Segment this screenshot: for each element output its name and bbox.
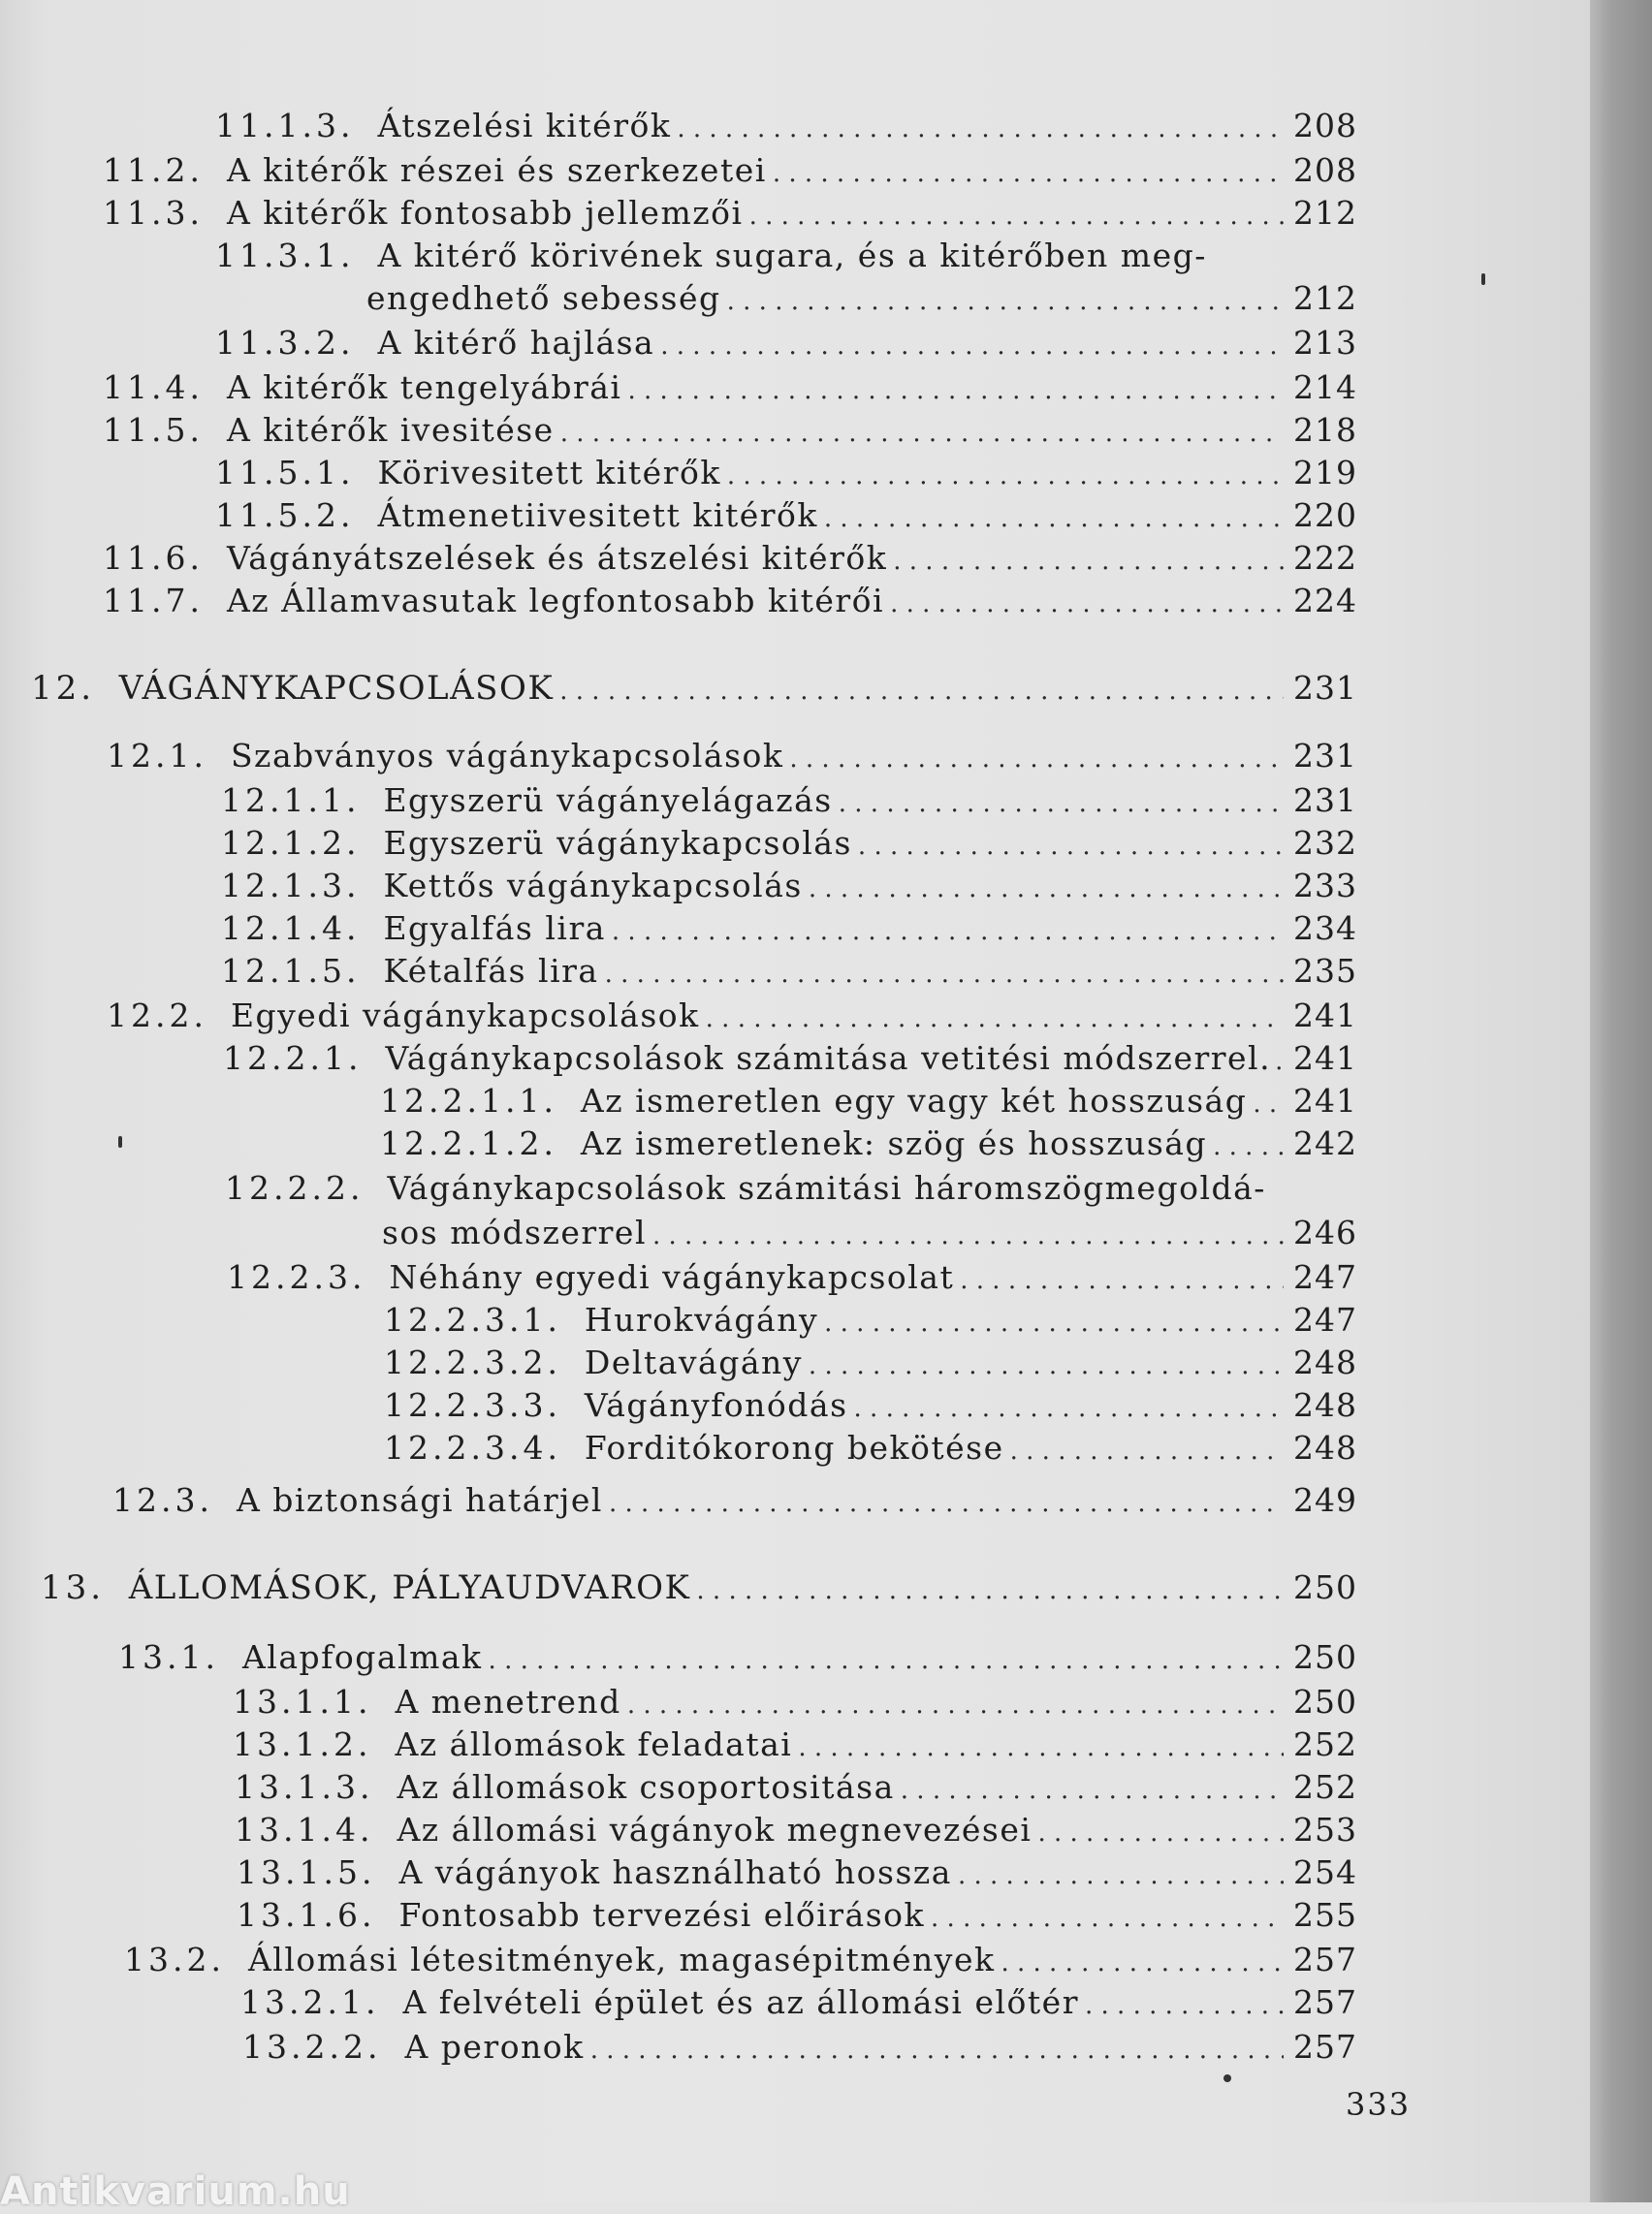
entry-number: 13.2.2. [242, 2028, 382, 2066]
toc-entry [225, 1169, 1357, 1208]
entry-page: 252 [1293, 1768, 1357, 1806]
toc-entry-continuation [382, 1214, 1357, 1252]
dot-leader [809, 870, 1284, 908]
entry-number: 12.2.3. [227, 1258, 366, 1296]
entry-page: 252 [1293, 1725, 1357, 1763]
dot-leader [1275, 1042, 1289, 1081]
entry-title: Vágánykapcsolások számitása vetitési módszerrel. [385, 1039, 1272, 1077]
entry-page: 248 [1293, 1344, 1357, 1381]
toc-entry [233, 1725, 1357, 1764]
entry-page: 247 [1293, 1301, 1357, 1339]
toc-entry [215, 107, 1357, 145]
toc-entry [103, 151, 1357, 190]
entry-title: A biztonsági határjel [236, 1481, 603, 1519]
entry-number: 13.1.5. [237, 1853, 376, 1891]
entry-number: 12.2.3.2. [384, 1344, 561, 1381]
entry-title: Körivesitett kitérők [377, 454, 721, 491]
entry-page: 224 [1293, 582, 1357, 619]
toc-entry [215, 237, 1357, 275]
entry-page: 235 [1293, 952, 1357, 990]
entry-number: 11.5. [103, 411, 204, 449]
entry-title: Vágánykapcsolások számitási háromszögmegoldá- [387, 1169, 1266, 1207]
dot-leader [958, 1856, 1284, 1895]
entry-page: 208 [1293, 151, 1357, 189]
dot-leader [727, 457, 1284, 495]
toc-entry [221, 781, 1357, 820]
toc-entry [221, 952, 1357, 991]
entry-title: Alapfogalmak [241, 1638, 483, 1676]
entry-title: A kitérők fontosabb jellemzői [226, 194, 744, 232]
entry-title: A peronok [404, 2028, 585, 2066]
dot-leader [660, 327, 1284, 365]
toc-chapter [31, 669, 1357, 708]
entry-page: 212 [1293, 194, 1357, 232]
entry-page: 232 [1293, 824, 1357, 862]
print-speck [1481, 273, 1485, 285]
entry-number: 12.2.1. [223, 1039, 363, 1077]
toc-entry [235, 1811, 1357, 1850]
entry-page: 249 [1293, 1481, 1357, 1519]
entry-number: 12.1.3. [221, 867, 361, 904]
dot-leader [931, 1899, 1284, 1938]
dot-leader [824, 499, 1284, 538]
toc-entry [227, 1258, 1357, 1297]
dot-leader [1213, 1127, 1284, 1166]
dot-leader [652, 1217, 1284, 1255]
entry-page: 257 [1293, 2028, 1357, 2066]
toc-entry [221, 867, 1357, 905]
entry-page: 222 [1293, 539, 1357, 577]
entry-title: Egyszerü vágányelágazás [383, 781, 833, 819]
dot-leader [605, 955, 1284, 994]
toc-entry [103, 411, 1357, 450]
entry-title: A kitérők részei és szerkezetei [226, 151, 767, 189]
entry-number: 12.1.2. [221, 824, 361, 862]
toc-entry [103, 582, 1357, 620]
toc-entry [380, 1124, 1357, 1163]
toc-entry [242, 2028, 1357, 2067]
entry-page: 241 [1293, 1039, 1357, 1077]
toc-entry [380, 1082, 1357, 1121]
entry-title: A felvételi épület és az állomási előtér [402, 1983, 1079, 2021]
toc-entry [103, 368, 1357, 407]
print-speck [118, 1136, 122, 1148]
toc-entry [237, 1853, 1357, 1892]
entry-title: Az állomások feladatai [395, 1725, 793, 1763]
entry-page: 257 [1293, 1941, 1357, 1978]
entry-page: 255 [1293, 1896, 1357, 1934]
entry-page: 250 [1293, 1568, 1357, 1606]
dot-leader [560, 414, 1284, 453]
dot-leader [798, 1728, 1284, 1767]
entry-title: Kettős vágánykapcsolás [383, 867, 803, 904]
entry-number: 11.1.3. [215, 107, 355, 144]
entry-title: A kitérők tengelyábrái [226, 368, 622, 406]
chapter-title: VÁGÁNYKAPCSOLÁSOK [118, 669, 555, 708]
entry-page: 253 [1293, 1811, 1357, 1849]
entry-page: 219 [1293, 454, 1357, 491]
entry-title: Kétalfás lira [383, 952, 599, 990]
toc-chapter [41, 1568, 1357, 1607]
dot-leader [854, 1389, 1284, 1428]
toc-entry [215, 454, 1357, 492]
toc-entry [237, 1896, 1357, 1935]
entry-title: sos módszerrel [382, 1214, 647, 1251]
entry-page: 214 [1293, 368, 1357, 406]
watermark: Antikvarium.hu [0, 2169, 351, 2214]
entry-page: 220 [1293, 496, 1357, 534]
entry-title: engedhető sebesség [366, 279, 721, 317]
entry-title: A vágányok használható hossza [398, 1853, 952, 1891]
entry-title: Az állomási vágányok megnevezései [397, 1811, 1032, 1849]
entry-page: 233 [1293, 867, 1357, 904]
toc-entry [221, 824, 1357, 863]
toc-entry [221, 909, 1357, 948]
toc-entry [235, 1768, 1357, 1807]
toc-entry [215, 324, 1357, 363]
entry-number: 13.1.4. [235, 1811, 374, 1849]
print-speck [1223, 2074, 1231, 2082]
page-number: 333 [1346, 2086, 1412, 2123]
entry-number: 12.3. [112, 1481, 213, 1519]
entry-page: 241 [1293, 1082, 1357, 1120]
dot-leader [1010, 1432, 1284, 1471]
dot-leader [839, 784, 1284, 823]
entry-title: Deltavágány [584, 1344, 803, 1381]
toc-entry [103, 194, 1357, 233]
entry-page: 231 [1293, 669, 1357, 707]
entry-page: 248 [1293, 1386, 1357, 1424]
entry-page: 257 [1293, 1983, 1357, 2021]
dot-leader [1253, 1085, 1284, 1123]
entry-number: 12.1.4. [221, 909, 361, 947]
dot-leader [960, 1261, 1284, 1300]
toc-entry-continuation [366, 279, 1357, 318]
entry-number: 13.2. [124, 1941, 225, 1978]
toc-entry [118, 1638, 1357, 1677]
entry-page: 208 [1293, 107, 1357, 144]
toc-entry [112, 1481, 1357, 1520]
dot-leader [590, 2031, 1284, 2070]
entry-number: 11.2. [103, 151, 204, 189]
entry-title: Néhány egyedi vágánykapcsolat [389, 1258, 955, 1296]
entry-number: 11.4. [103, 368, 204, 406]
entry-number: 11.7. [103, 582, 204, 619]
entry-title: Vágányfonódás [584, 1386, 848, 1424]
entry-page: 234 [1293, 909, 1357, 947]
dot-leader [489, 1641, 1284, 1680]
entry-number: 13.1. [118, 1638, 219, 1676]
dot-leader [789, 740, 1284, 778]
entry-number: 13.1.1. [233, 1683, 372, 1721]
toc-entry [233, 1683, 1357, 1722]
entry-page: 231 [1293, 737, 1357, 775]
toc-entry [223, 1039, 1357, 1078]
entry-number: 12.1.1. [221, 781, 361, 819]
dot-leader [706, 999, 1284, 1038]
entry-title: Egyedi vágánykapcsolások [230, 996, 700, 1034]
dot-leader [824, 1304, 1284, 1343]
entry-number: 12.2.2. [225, 1169, 365, 1207]
entry-page: 231 [1293, 781, 1357, 819]
dot-leader [901, 1771, 1284, 1810]
entry-number: 12.2.3.1. [384, 1301, 561, 1339]
dot-leader [727, 282, 1284, 321]
dot-leader [696, 1571, 1284, 1610]
entry-number: 13.1.2. [233, 1725, 372, 1763]
entry-number: 11.5.1. [215, 454, 355, 491]
dot-leader [773, 154, 1284, 193]
toc-entry [384, 1386, 1357, 1425]
dot-leader [809, 1346, 1284, 1385]
dot-leader [677, 110, 1284, 148]
entry-title: A kitérő hajlása [377, 324, 655, 362]
entry-page: 248 [1293, 1429, 1357, 1467]
entry-title: Fontosabb tervezési előirások [398, 1896, 926, 1934]
entry-number: 12.2.3.4. [384, 1429, 561, 1467]
dot-leader [893, 542, 1284, 581]
dot-leader [612, 912, 1284, 951]
entry-title: A kitérők ivesitése [226, 411, 555, 449]
chapter-number: 12. [31, 669, 96, 708]
entry-title: Az állomások csoportositása [397, 1768, 895, 1806]
entry-number: 12.2.3.3. [384, 1386, 561, 1424]
dot-leader [858, 827, 1284, 866]
entry-page: 250 [1293, 1638, 1357, 1676]
entry-title: Egyalfás lira [383, 909, 606, 947]
entry-title: Átmenetiivesitett kitérők [377, 496, 818, 534]
entry-title: Átszelési kitérők [377, 107, 672, 144]
toc-entry [124, 1941, 1357, 1979]
toc-entry [240, 1983, 1357, 2022]
entry-title: Forditókorong bekötése [584, 1429, 1004, 1467]
dot-leader [609, 1484, 1284, 1523]
entry-page: 242 [1293, 1124, 1357, 1162]
chapter-title: ÁLLOMÁSOK, PÁLYAUDVAROK [128, 1568, 691, 1607]
entry-title: Hurokvágány [584, 1301, 819, 1339]
entry-number: 11.3.2. [215, 324, 355, 362]
toc-entry [215, 496, 1357, 535]
entry-number: 11.6. [103, 539, 204, 577]
entry-title: Egyszerü vágánykapcsolás [383, 824, 852, 862]
entry-number: 12.2.1.1. [380, 1082, 557, 1120]
entry-number: 12.2.1.2. [380, 1124, 557, 1162]
page-edge [1590, 0, 1652, 2202]
entry-title: Vágányátszelések és átszelési kitérők [226, 539, 888, 577]
entry-page: 218 [1293, 411, 1357, 449]
toc-entry [107, 737, 1357, 775]
entry-page: 213 [1293, 324, 1357, 362]
entry-page: 212 [1293, 279, 1357, 317]
chapter-number: 13. [41, 1568, 106, 1607]
entry-number: 11.3.1. [215, 237, 355, 274]
entry-page: 247 [1293, 1258, 1357, 1296]
entry-number: 11.3. [103, 194, 204, 232]
dot-leader [627, 371, 1284, 410]
toc-entry [107, 996, 1357, 1035]
entry-number: 13.1.3. [235, 1768, 374, 1806]
dot-leader [1001, 1944, 1284, 1982]
entry-title: Az ismeretlenek: szög és hosszuság [580, 1124, 1208, 1162]
entry-number: 11.5.2. [215, 496, 355, 534]
entry-number: 12.2. [107, 996, 207, 1034]
dot-leader [1037, 1814, 1284, 1852]
entry-title: Állomási létesitmények, magasépitmények [247, 1941, 996, 1978]
dot-leader [559, 672, 1284, 711]
dot-leader [627, 1686, 1284, 1724]
toc-entry [384, 1429, 1357, 1468]
entry-title: Szabványos vágánykapcsolások [230, 737, 784, 775]
entry-title: A kitérő körivének sugara, és a kitérőben meg- [377, 237, 1207, 274]
entry-number: 12.1. [107, 737, 207, 775]
entry-title: A menetrend [395, 1683, 621, 1721]
entry-page: 241 [1293, 996, 1357, 1034]
entry-page: 250 [1293, 1683, 1357, 1721]
dot-leader [890, 585, 1284, 623]
toc-entry [384, 1344, 1357, 1382]
dot-leader [1085, 1986, 1284, 2025]
dot-leader [749, 197, 1284, 236]
entry-number: 13.2.1. [240, 1983, 380, 2021]
entry-title: Az ismeretlen egy vagy két hosszuság [580, 1082, 1248, 1120]
entry-title: Az Államvasutak legfontosabb kitérői [226, 582, 885, 619]
entry-number: 13.1.6. [237, 1896, 376, 1934]
entry-number: 12.1.5. [221, 952, 361, 990]
entry-page: 246 [1293, 1214, 1357, 1251]
entry-page: 254 [1293, 1853, 1357, 1891]
toc-entry [103, 539, 1357, 578]
toc-entry [384, 1301, 1357, 1340]
